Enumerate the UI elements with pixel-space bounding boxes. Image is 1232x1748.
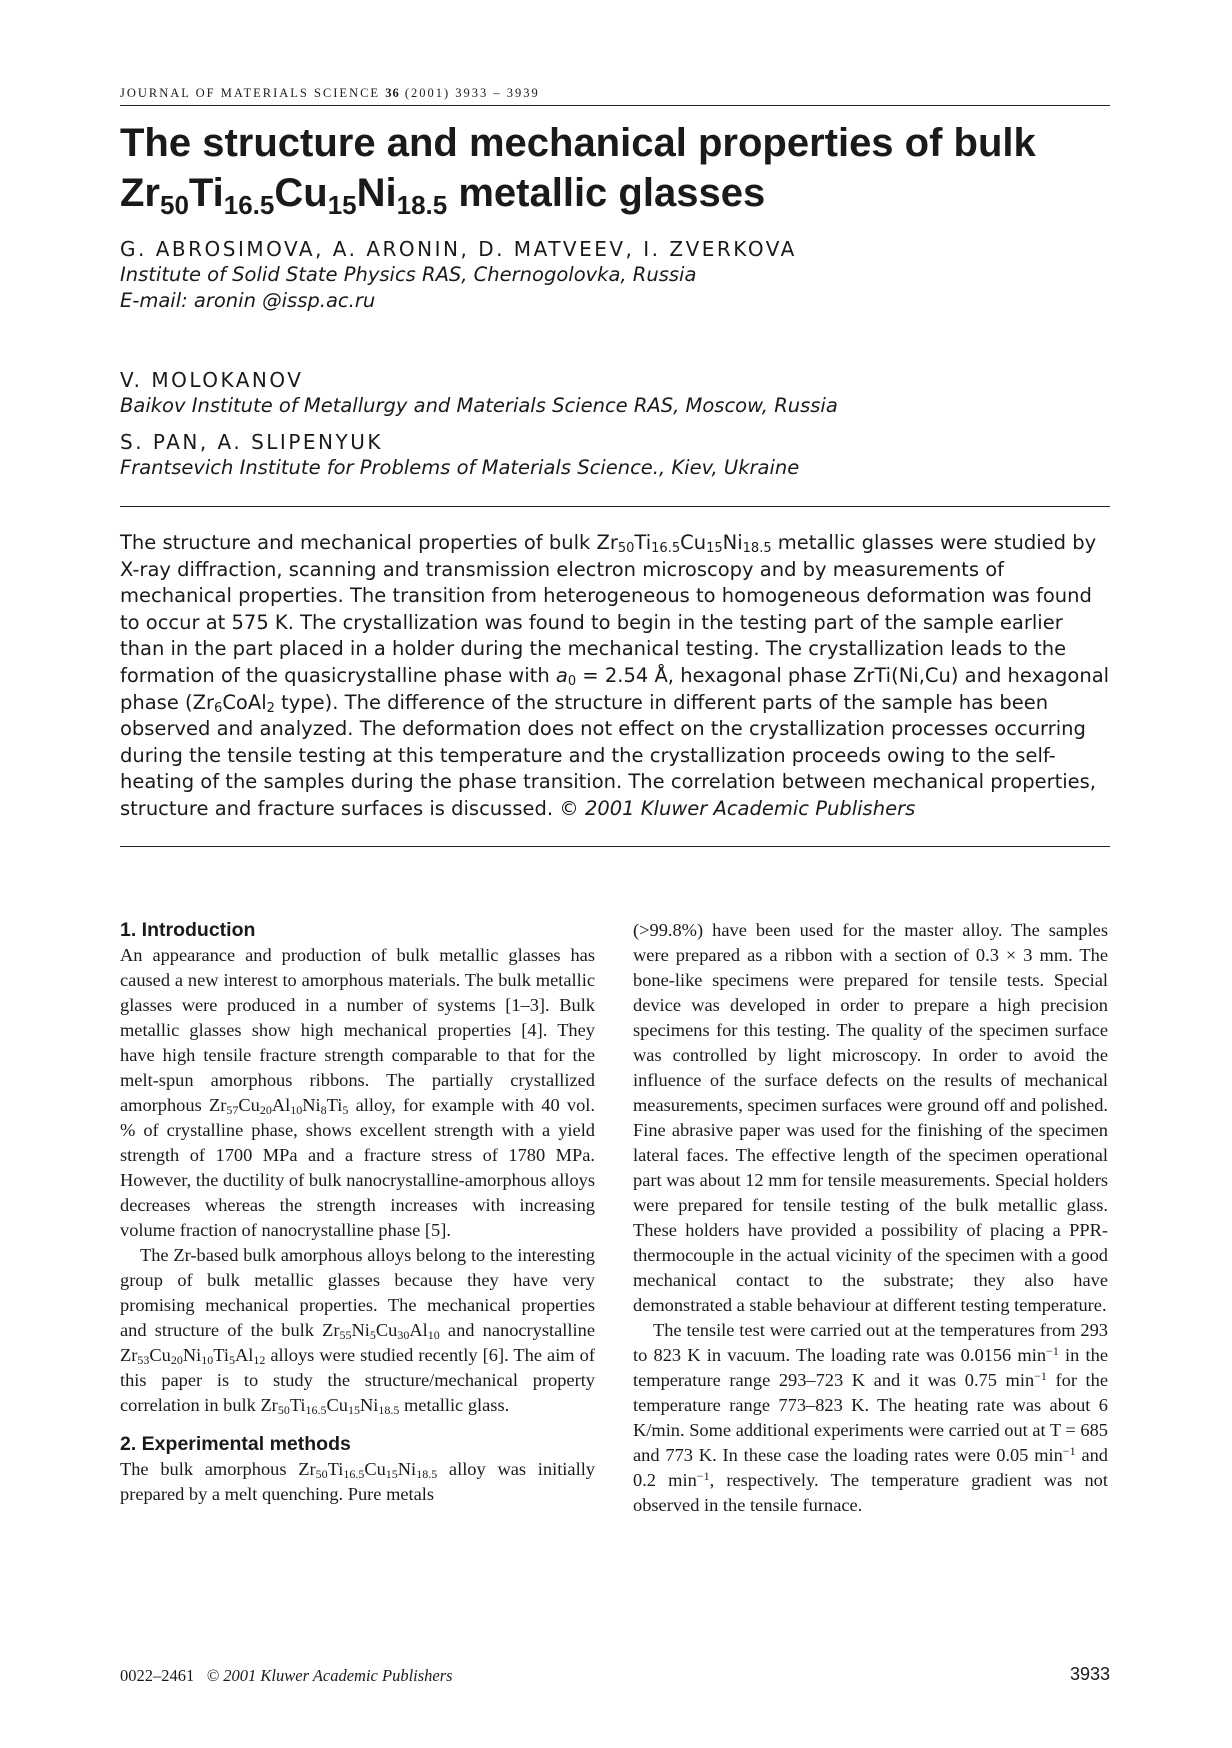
author-block-2 (120, 367, 838, 419)
running-head (120, 86, 1110, 106)
section-heading-introduction: 1. Introduction (120, 919, 256, 941)
author-affiliation: Baikov Institute of Metallurgy and Materials Science RAS, Moscow, Russia (120, 394, 838, 417)
author-affiliation: Frantsevich Institute for Problems of Materials Science., Kiev, Ukraine (120, 456, 800, 479)
journal-name: JOURNAL OF MATERIALS SCIENCE (120, 86, 381, 100)
footer-issn: 0022–2461 (120, 1666, 195, 1685)
journal-volume: 36 (385, 86, 400, 100)
author-block-3 (120, 429, 799, 481)
abstract-top-rule (120, 506, 1110, 507)
right-column (633, 918, 1108, 1518)
journal-year-pages: (2001) 3933 – 3939 (404, 86, 540, 100)
paragraph: The bulk amorphous $Zr_{50}Ti_{16.5}Cu_{15}Ni_{18.5}$ alloy was initially prepared by a melt quenching. Pure metals (120, 1459, 595, 1504)
author-names: G. ABROSIMOVA, A. ARONIN, D. MATVEEV, I. ZVERKOVA (120, 237, 797, 261)
footer-issn-copyright (120, 1666, 453, 1686)
paragraph: The Zr-based bulk amorphous alloys belong to the interesting group of bulk metallic glasses because they have very promising mechanical properties. The mechanical properties and structure of the bulk $Zr_{55}Ni_5Cu_{30}Al_{10}$ and nanocrystalline $Zr_{53}Cu_{20}Ni_{10}Ti_5Al_{12}$ alloys were studied recently [6]. The aim of this paper is to study the structure/mechanical property correlation in bulk $Zr_{50}Ti_{16.5}Cu_{15}Ni_{18.5}$ metallic glass. (120, 1245, 595, 1417)
abstract-copyright: © 2001 Kluwer Academic Publishers (559, 796, 916, 820)
author-names: S. PAN, A. SLIPENYUK (120, 430, 383, 454)
section-heading-methods: 2. Experimental methods (120, 1433, 351, 1455)
author-email: E-mail: aronin @issp.ac.ru (120, 289, 376, 312)
article-title: The structure and mechanical properties of bulk $Zr_{50}Ti_{16.5}Cu_{15}Ni_{18.5}$ metallic glasses (120, 121, 1036, 220)
footer-copyright: © 2001 Kluwer Academic Publishers (206, 1666, 453, 1685)
page-number: 3933 (1069, 1664, 1110, 1684)
paragraph: An appearance and production of bulk metallic glasses has caused a new interest to amorphous materials. The bulk metallic glasses were produced in a number of systems [1–3]. Bulk metallic glasses show high mechanical properties [4]. They have high tensile fracture strength comparable to that for the melt-spun amorphous ribbons. The partially crystallized amorphous $Zr_{57}Cu_{20}Al_{10}Ni_8Ti_5$ alloy, for example with 40 vol. % of crystalline phase, shows excellent strength with a yield strength of 1700 MPa and a fracture stress of 1780 MPa. However, the ductility of bulk nanocrystalline-amorphous alloys decreases whereas the strength increases with increasing volume fraction of nanocrystalline phase [5]. (120, 945, 596, 1240)
abstract-bottom-rule (120, 846, 1110, 847)
paragraph: The tensile test were carried out at the temperatures from 293 to 823 K in vacuum. The loading rate was 0.0156 $\min^{-1}$ in the temperature range 293–723 K and it was 0.75 $\min^{-1}$ for the temperature range 773–823 K. The heating rate was about 6 K/min. Some additional experiments were carried out at T = 685 and 773 K. In these case the loading rates were 0.05 $\min^{-1}$ and 0.2 $\min^{-1}$, respectively. The temperature gradient was not observed in the tensile furnace. (633, 1320, 1109, 1515)
author-block-1 (120, 236, 797, 314)
paragraph: (>99.8%) have been used for the master alloy. The samples were prepared as a ribbon with a section of 0.3 × 3 mm. The bone-like specimens were prepared for tensile tests. Special device was developed in order to prepare a high precision specimens for this testing. The quality of the specimen surface was controlled by light microscopy. In order to avoid the influence of the surface defects on the results of mechanical measurements, specimen surfaces were ground off and polished. Fine abrasive paper was used for the finishing of the specimen lateral faces. The effective length of the specimen operational part was about 12 mm for tensile measurements. Special holders were prepared for tensile testing of the bulk metallic glass. These holders have provided a possibility of placing a PPR-thermocouple in the actual vicinity of the specimen with a good mechanical contact to the substrate; they also have demonstrated a stable behaviour at different testing temperature. (633, 920, 1108, 1315)
left-column (120, 918, 595, 1507)
author-affiliation: Institute of Solid State Physics RAS, Chernogolovka, Russia (120, 263, 697, 286)
author-names: V. MOLOKANOV (120, 368, 304, 392)
abstract: The structure and mechanical properties of bulk $Zr_{50}Ti_{16.5}Cu_{15}Ni_{18.5}$ metallic glasses were studied by X-ray diffraction, scanning and transmission electron microscopy and by measurements of mechanical properties. The transition from heterogeneous to homogeneous deformation was found to occur at 575 K. The crystallization was found to begin in the testing part of the sample earlier than in the part placed in a holder during the mechanical testing. The crystallization leads to the formation of the quasicrystalline phase with $a_0 = 2.54$ Å, hexagonal phase ZrTi(Ni,Cu) and hexagonal phase ($Zr_6CoAl_2$ type). The difference of the structure in different parts of the sample has been observed and analyzed. The deformation does not effect on the crystallization processes occurring during the tensile testing at this temperature and the crystallization proceeds owing to the self-heating of the samples during the phase transition. The correlation between mechanical properties, structure and fracture surfaces is discussed. © 2001 Kluwer Academic Publishers (120, 531, 1110, 820)
